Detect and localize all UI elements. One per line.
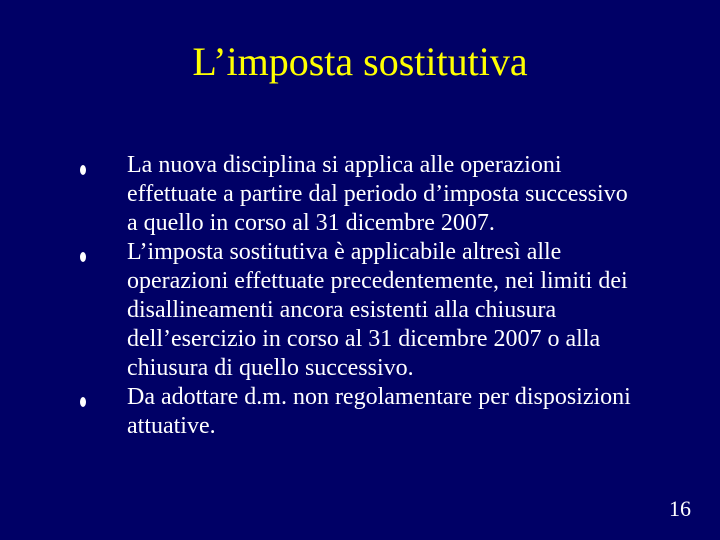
bullet-dot-icon: [80, 397, 86, 407]
bullet-text: L’imposta sostitutiva è applicabile altresì alle operazioni effettuate precedentemente, nei limiti dei disallineamenti ancora esistenti alla chiusura dell’esercizio in corso al 31 dicembre 2007 o alla chiusura di quello successivo.: [127, 239, 628, 381]
bullet-item: [80, 151, 640, 238]
bullet-text: La nuova disciplina si applica alle operazioni effettuate a partire dal periodo d’imposta successivo a quello in corso al 31 dicembre 2007.: [127, 152, 628, 236]
page-number: 16: [669, 496, 691, 521]
bullet-list: [80, 151, 640, 441]
bullet-item: [80, 238, 640, 383]
bullet-item: [80, 383, 640, 441]
slide-title: L’imposta sostitutiva: [192, 39, 528, 84]
bullet-text: Da adottare d.m. non regolamentare per disposizioni attuative.: [127, 384, 631, 439]
bullet-dot-icon: [80, 252, 86, 262]
bullet-dot-icon: [80, 165, 86, 175]
